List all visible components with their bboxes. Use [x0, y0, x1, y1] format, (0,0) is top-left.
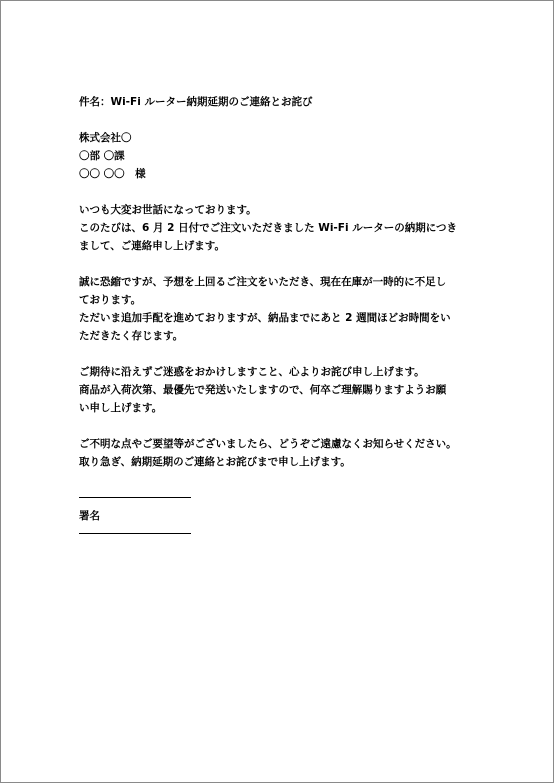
body-p3-line2: 商品が入荷次第、最優先で発送いたしますので、何卒ご理解賜りますようお願 — [79, 384, 447, 396]
spacer — [79, 471, 489, 489]
signature-rule-top — [79, 497, 191, 498]
subject-line: 件名：Wi-Fi ルーター納期延期のご連絡とお詫び — [79, 96, 313, 108]
body-p4-line2: 取り急ぎ、納期延期のご連絡とお詫びまで申し上げます。 — [79, 456, 351, 468]
recipient-name: 〇〇 〇〇 様 — [79, 168, 146, 180]
body-p2-line2: ております。 — [79, 294, 142, 306]
spacer — [79, 183, 489, 201]
spacer — [79, 111, 489, 129]
body-p3-line1: ご期待に沿えずご迷惑をおかけしますこと、心よりお詫び申し上げます。 — [79, 366, 425, 378]
body-p2-line3: ただいま追加手配を進めておりますが、納品までにあと 2 週間ほどお時間をい — [79, 312, 451, 324]
body-p3-line3: い申し上げます。 — [79, 402, 163, 414]
spacer — [79, 417, 489, 435]
body-p1-line1: いつも大変お世話になっております。 — [79, 204, 257, 216]
body-p1-line2: このたびは、6 月 2 日付でご注文いただきました Wi-Fi ルーターの納期につき — [79, 222, 457, 234]
letter-content — [79, 93, 489, 543]
spacer — [79, 345, 489, 363]
spacer — [79, 255, 489, 273]
body-p4-line1: ご不明な点やご要望等がございましたら、どうぞご遠慮なくお知らせください。 — [79, 438, 457, 450]
recipient-department: 〇部 〇課 — [79, 150, 125, 162]
signature-label: 署名 — [79, 510, 100, 522]
body-p2-line4: ただきたく存じます。 — [79, 330, 184, 342]
body-p2-line1: 誠に恐縮ですが、予想を上回るご注文をいただき、現在在庫が一時的に不足し — [79, 276, 447, 288]
body-p1-line3: まして、ご連絡申し上げます。 — [79, 240, 225, 252]
recipient-company: 株式会社〇 — [79, 132, 132, 144]
signature-rule-bottom — [79, 533, 191, 534]
